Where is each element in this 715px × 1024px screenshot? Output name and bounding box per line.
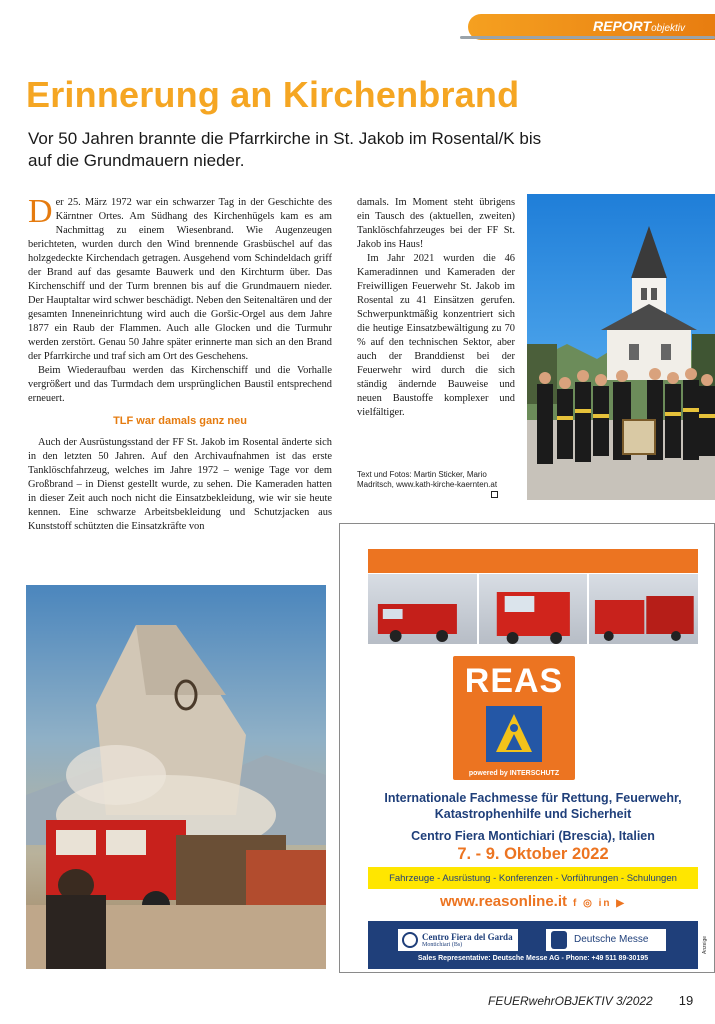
ad-headline: Internationale Fachmesse für Rettung, Feuerwehr, Katastrophenhilfe und Sicherheit (384, 791, 682, 821)
sponsor-deutsche-messe (546, 929, 666, 951)
article-lead: Vor 50 Jahren brannte die Pfarrkirche in St. Jakob im Rosental/K bis auf die Grundmauern nieder. (28, 129, 542, 170)
section-label-main: REPORT (593, 18, 652, 34)
centro-fiera-name: Centro Fiera del Garda (422, 932, 513, 942)
tab-stripe (460, 36, 715, 39)
ad-top-stripe (368, 549, 698, 573)
ad-sponsor-bar (368, 921, 698, 969)
ad-topics: Fahrzeuge - Ausrüstung - Konferenzen - Vorführungen - Schulungen (389, 872, 677, 884)
ad-venue: Centro Fiera Montichiari (Brescia), Italien (411, 829, 655, 843)
section-tab (468, 14, 715, 40)
ad-photo-2 (479, 574, 588, 644)
paragraph-3: Auch der Ausrüstungsstand der FF St. Jakob im Rosental änderte sich in den letzten 50 Jahren. Auf den Archivaufnahmen ist das erste Tanklöschfahrzeug, welches im Jahre 1972 – wenige Tage vor dem Großbrand – in Dienst gestellt wurde, zu sehen. Die Kameraden hatten in dieser Zeit auch noch nicht die Einsatzbekleidung, wie wir sie heute kennen. Eine schwarze Arbeitsbekleidung und Schutzjacken aus Kunststoff schützten die Einsatzkräfte von (28, 437, 332, 532)
ad-dates: 7. - 9. Oktober 2022 (457, 845, 609, 863)
photo-credit: Text und Fotos: Martin Sticker, Mario Madritsch, www.kath-kirche-kaernten.at (357, 470, 498, 489)
church-photo-illustration (527, 194, 715, 500)
reas-powered-by: powered by INTERSCHUTZ (468, 770, 560, 777)
paragraph-5: Im Jahr 2021 wurden die 46 Kameradinnen und Kameraden der Freiwilligen Feuerwehr St. Jakob im Rosental zu 41 Einsätzen gerufen. Schwerpunktmäßig konzentriert sich die heutige Einsatzbewältigung zu 70 % auf den technischen Sektor, aber auch der Branddienst bei der Feuerwehr wird durch die sich ständig ändernde Bauweise und neuen Baustoffe komplexer und vielfältiger. (357, 253, 515, 418)
centro-fiera-sub: Montichiari (Bs) (422, 942, 463, 948)
section-label (593, 18, 685, 34)
ad-sales-contact: Sales Representative: Deutsche Messe AG - Phone: +49 511 89-30195 (417, 955, 649, 962)
ad-url-link[interactable]: www.reasonline.it (440, 893, 567, 910)
section-label-sub: objektiv (651, 23, 685, 34)
end-mark-icon (491, 491, 498, 498)
reas-advertisement[interactable] (339, 523, 715, 973)
column-left (28, 193, 332, 534)
ad-url-row[interactable] (368, 893, 698, 910)
paragraph-1: er 25. März 1972 war ein schwarzer Tag in der Geschichte des Kärntner Ortes. Am Südhang des Kirchenhügels kam es am Nachmittag zu einem Wiesenbrand. Wie Augenzeugen berichteten, wurden durch den Wind brennende Grasbüschel auf das holzgedeckte Kirchendach getragen. Ausgehend vom Schindeldach griff der Brand auf das gesamte Bauwerk und den Kirchturm über. Das Kirchenschiff und der Turm brennen bis auf die Grundmauern nieder. Der Hauptaltar wird schwer beschädigt. Neben den Seitenaltären und der gesamten Inneneinrichtung wird auch die Goršic-Orgel aus dem Jahre 1877 ein Raub der Flammen. Auch alle Glocken und die Turmuhr werden zerstört. Genau 50 Jahre später erinnerte man sich an den Brand der Pfarrkirche und traf sich am Ort des Geschehens. (28, 197, 332, 362)
subheading: TLF war damals ganz neu (113, 415, 247, 427)
ad-photo-3 (589, 574, 698, 644)
page-footer (488, 993, 693, 1008)
social-icons[interactable]: f ◎ in ▶ (573, 898, 626, 909)
deutsche-messe-name: Deutsche Messe (574, 934, 649, 945)
article-title: Erinnerung an Kirchenbrand (26, 74, 520, 115)
ad-side-mark: Anzeige (702, 935, 708, 954)
column-middle (357, 196, 515, 420)
paragraph-2: Beim Wiederaufbau werden das Kirchenschiff und die Vorhalle vergrößert und das Turmdach dem ursprünglichen Baustil entsprechend erneuert. (28, 365, 332, 404)
sponsor-centro-fiera (398, 929, 518, 951)
ad-topics-bar (368, 867, 698, 889)
fire-photo-illustration (26, 585, 326, 969)
deutsche-messe-logo-icon (551, 931, 567, 949)
reas-emblem-icon (486, 706, 542, 762)
church-group-photo (527, 194, 715, 500)
centro-fiera-logo-icon (402, 932, 418, 948)
magazine-name: FEUERwehrOBJEKTIV 3/2022 (488, 994, 653, 1008)
ad-photo-1 (368, 574, 477, 644)
reas-brand: REAS (464, 662, 564, 700)
page-number: 19 (678, 993, 694, 1008)
ad-photo-strip (368, 574, 698, 644)
church-fire-photo (26, 585, 326, 969)
drop-cap: D (28, 193, 53, 230)
reas-logo-block (453, 656, 575, 780)
paragraph-4: damals. Im Moment steht übrigens ein Tausch des (aktuellen, zweiten) Tanklöschfahrzeuges bei der FF St. Jakob ins Haus! (357, 197, 515, 250)
